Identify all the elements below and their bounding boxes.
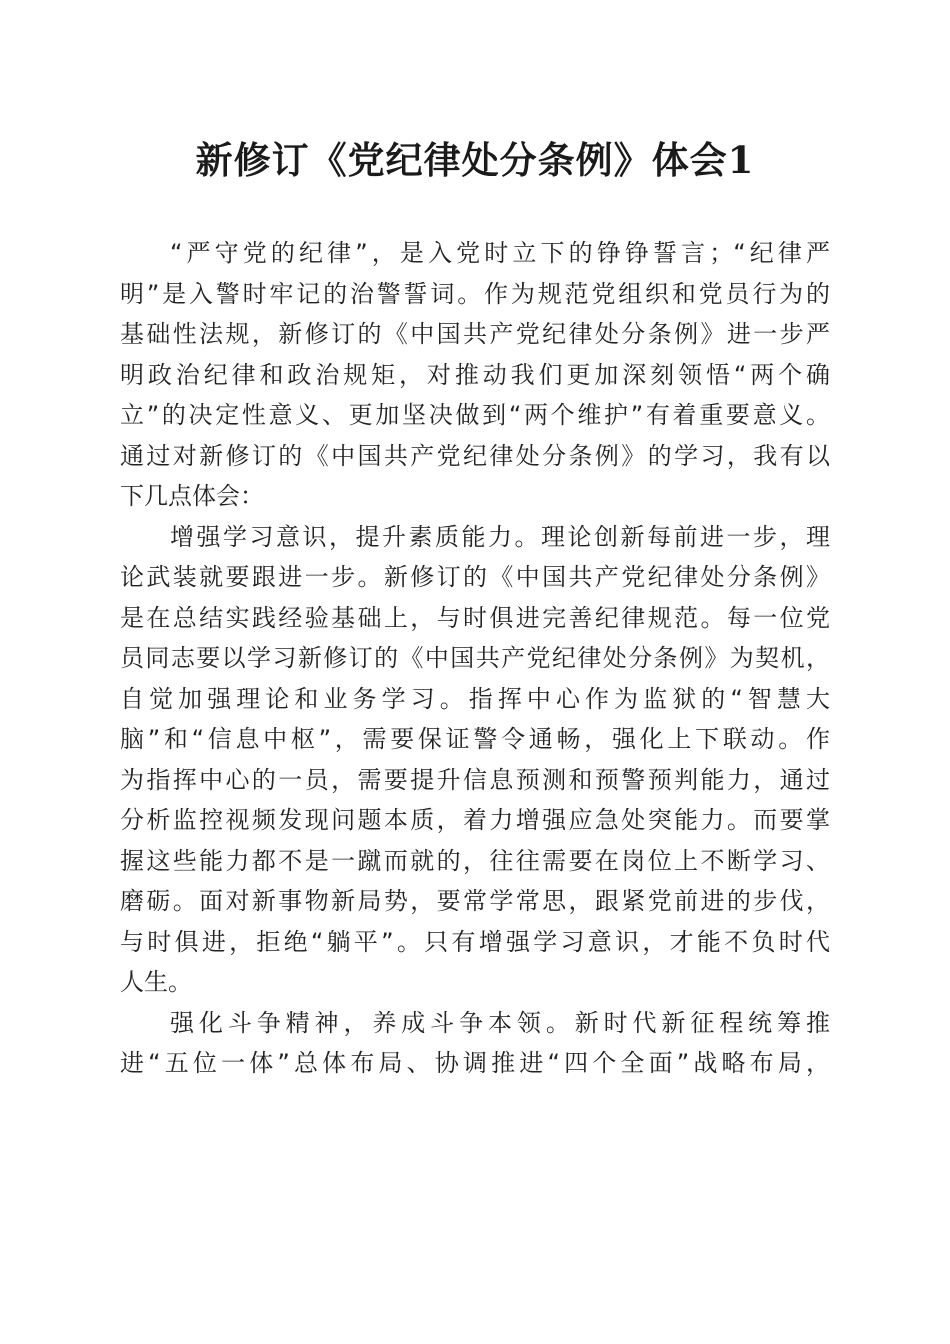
text-line: 脑”和“信息中枢”，需要保证警令通畅，强化上下联动。作: [120, 725, 830, 753]
paragraph: [120, 1003, 830, 1084]
text-line: 论武装就要跟进一步。新修订的《中国共产党纪律处分条例》: [120, 563, 830, 591]
text-line: 强化斗争精神，养成斗争本领。新时代新征程统筹推: [170, 1008, 830, 1037]
text-line: 为指挥中心的一员，需要提升信息预测和预警预判能力，通过: [120, 765, 830, 794]
text-line: 分析监控视频发现问题本质，着力增强应急处突能力。而要掌: [120, 806, 830, 834]
document-body: [120, 233, 830, 1084]
text-line: 进“五位一体”总体布局、协调推进“四个全面”战略布局，: [120, 1049, 830, 1077]
document-title: 新修订《党纪律处分条例》体会1: [195, 138, 755, 182]
text-line: 是在总结实践经验基础上，与时俱进完善纪律规范。每一位党: [120, 603, 830, 632]
paragraph: [120, 233, 830, 517]
text-line: 员同志要以学习新修订的《中国共产党纪律处分条例》为契机，: [120, 644, 830, 672]
text-line: 下几点体会：: [120, 482, 264, 510]
text-line: 自觉加强理论和业务学习。指挥中心作为监狱的“智慧大: [120, 684, 830, 713]
text-line: 通过对新修订的《中国共产党纪律处分条例》的学习，我有以: [120, 441, 830, 470]
text-line: 增强学习意识，提升素质能力。理论创新每前进一步，理: [170, 522, 830, 551]
paragraph: [120, 517, 830, 1003]
text-line: “严守党的纪律”，是入党时立下的铮铮誓言；“纪律严: [170, 239, 830, 267]
text-line: 明政治纪律和政治规矩，对推动我们更加深刻领悟“两个确: [120, 360, 830, 389]
text-line: 明”是入警时牢记的治警誓词。作为规范党组织和党员行为的: [120, 279, 830, 308]
text-line: 与时俱进，拒绝“躺平”。只有增强学习意识，才能不负时代: [120, 927, 830, 956]
text-line: 人生。: [120, 968, 192, 996]
text-line: 立”的决定性意义、更加坚决做到“两个维护”有着重要意义。: [120, 401, 830, 429]
text-line: 握这些能力都不是一蹴而就的，往往需要在岗位上不断学习、: [120, 846, 830, 875]
text-line: 基础性法规，新修订的《中国共产党纪律处分条例》进一步严: [120, 320, 830, 348]
text-line: 磨砺。面对新事物新局势，要常学常思，跟紧党前进的步伐，: [120, 887, 830, 915]
